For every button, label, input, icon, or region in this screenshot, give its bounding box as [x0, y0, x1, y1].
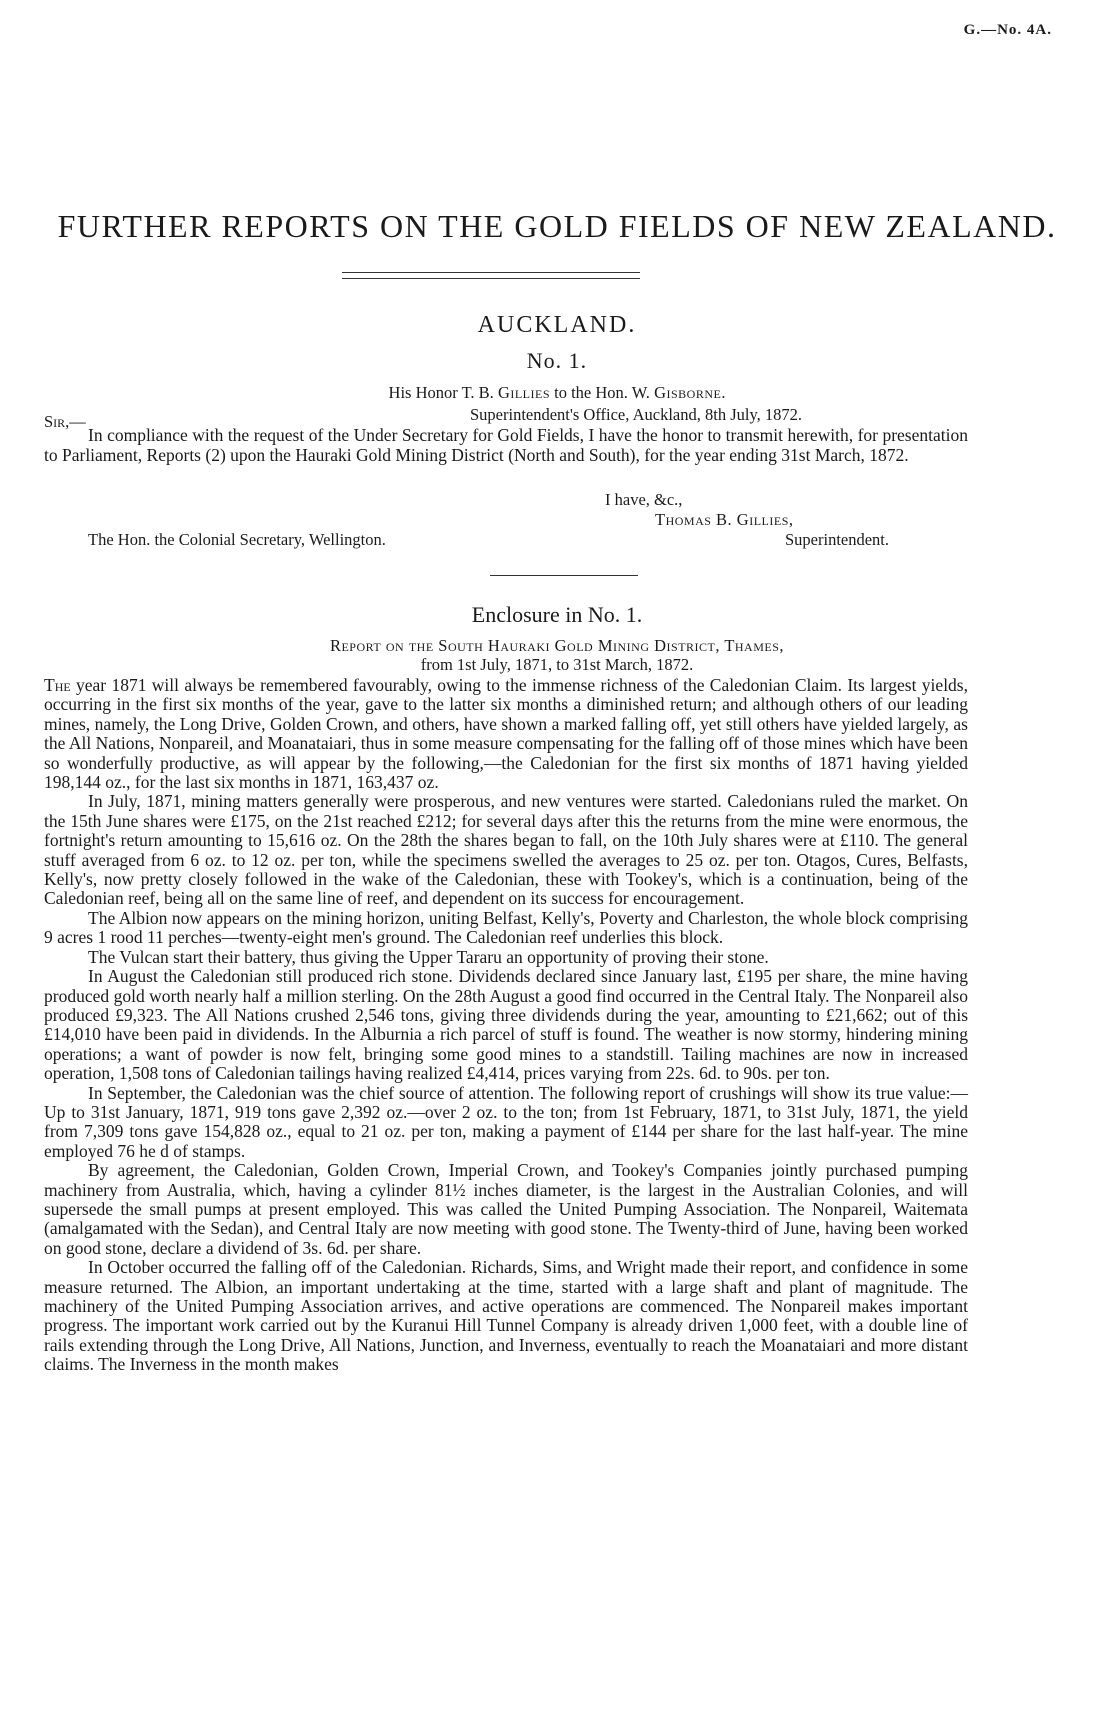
section-divider — [490, 575, 638, 576]
report-paragraph: In September, the Caledonian was the chief source of attention. The following report of crushings will show its true value:—Up to 31st January, 1871, 919 tons gave 2,392 oz.—over 2 oz. to the ton; from 1st February, 1871, to 31st July, 1871, the yield from 7,309 tons gave 154,828 oz., equal to 21 oz. per ton, making a payment of £144 per share for the last half-year. The mine employed 76 he d of stamps. — [44, 1082, 968, 1161]
letter-signature-title: Superintendent. — [785, 530, 890, 549]
document-reference: G.—No. 4A. — [963, 22, 1052, 38]
title-divider — [342, 272, 640, 279]
main-title: FURTHER REPORTS ON THE GOLD FIELDS OF NEW ZEALAND. — [57, 208, 1057, 244]
report-paragraph: In October occurred the falling off of the Caledonian. Richards, Sims, and Wright made their report, and confidence in some measure returned. The Albion, an important undertaking at the time, started with a large shaft and plant of magnitude. The machinery of the United Pumping Association arrives, and active operations are commenced. The Nonpareil makes important progress. The important work carried out by the Kuranui Hill Tunnel Company is already driven 1,000 feet, with a double line of rails extending through the Long Drive, All Nations, Junction, and Inverness, eventually to reach the Moanataiari and more distant claims. The Inverness in the month makes — [44, 1257, 968, 1375]
report-paragraph: In August the Caledonian still produced rich stone. Dividends declared since January last, £195 per share, the mine having produced gold worth nearly half a million sterling. On the 28th August a good find occurred in the Central Italy. The Nonpareil also produced £9,323. The All Nations crushed 2,546 tons, giving three dividends during the year, amounting to £21,662; out of this £14,010 have been paid in dividends. In the Alburnia a rich parcel of stuff is found. The weather is now stormy, hindering mining operations; a want of powder is now felt, bringing some good mines to a standstill. Tailing machines are now in increased operation, 1,508 tons of Caledonian tailings having realized £4,414, prices varying from 22s. 6d. to 90s. per ton. — [44, 966, 968, 1084]
report-title — [0, 636, 1114, 674]
report-paragraph-text: year 1871 will always be remembered favourably, owing to the immense richness of the Caledonian Claim. Its largest yields, occurring in the first six months of the year, gave to the latter six months a diminished return; and although others of our leading mines, namely, the Long Drive, Golden Crown, and others, have shown a marked falling off, yet still others have yielded largely, as the All Nations, Nonpareil, and Moanataiari, thus in some measure compensating for the falling off of those mines which have been so wonderfully productive, as will appear by the following,—the Caledonian for the first six months of 1871 having yielded 198,144 oz., for the last six months in 1871, 163,437 oz. — [44, 675, 968, 793]
letter-salutation: Sir,— — [44, 412, 86, 431]
letter-closing: I have, &c., — [605, 490, 683, 509]
from-prefix: His Honor T. B. — [388, 383, 498, 402]
lead-word: The — [44, 675, 71, 695]
report-paragraph: The Vulcan start their battery, thus giving the Upper Tararu an opportunity of proving their stone. — [88, 946, 769, 967]
report-title-line1: Report on the South Hauraki Gold Mining District, Thames, — [329, 636, 785, 655]
report-paragraph: By agreement, the Caledonian, Golden Crown, Imperial Crown, and Tookey's Companies jointly purchased pumping machinery from Australia, which, having a cylinder 81½ inches diameter, is the largest in the Australian Colonies, and will supersede the small pumps at present employed. This was called the United Pumping Association. The Nonpareil, Waitemata (amalgamated with the Sedan), and Central Italy are now meeting with good stone. The Twenty-third of June, having been worked on good stone, declare a dividend of 3s. 6d. per share. — [44, 1160, 968, 1258]
from-name: Gillies — [497, 383, 551, 402]
enclosure-title: Enclosure in No. 1. — [471, 602, 643, 627]
letter-dateline: Superintendent's Office, Auckland, 8th July, 1872. — [470, 405, 803, 424]
report-paragraph: In July, 1871, mining matters generally were prosperous, and new ventures were started. Caledonians ruled the market. On the 15th June shares were £175, on the 21st reached £212; for several days after this the returns from the mine were enormous, the fortnight's return amounting to 15,616 oz. On the 28th the shares began to fall, on the 10th July shares were at £110. The general stuff averaged from 6 oz. to 12 oz. per ton, while the specimens swelled the averages to 25 oz. per ton. Otagos, Cures, Belfasts, Kelly's, now pretty closely followed in the wake of the Caledonian, these with Tookey's, which is a continuation, being of the Caledonian reef, being all on the same line of reef, and dependent on its success for encouragement. — [44, 791, 968, 909]
to-end: . — [721, 383, 726, 402]
report-body — [44, 676, 968, 1375]
letter-body: In compliance with the request of the Under Secretary for Gold Fields, I have the honor to transmit herewith, for presentation to Parliament, Reports (2) upon the Hauraki Gold Mining District (North and South), for the year ending 31st March, 1872. — [44, 425, 968, 465]
report-title-line2: from 1st July, 1871, to 31st March, 1872. — [420, 655, 694, 674]
to-text: to the Hon. W. — [550, 383, 655, 402]
report-paragraph: The Albion now appears on the mining horizon, uniting Belfast, Kelly's, Poverty and Charleston, the whole block comprising 9 acres 1 rood 11 perches—twenty-eight men's ground. The Caledonian reef underlies this block. — [44, 907, 968, 948]
letter-signature: Thomas B. Gillies, — [655, 510, 794, 529]
letter-number: No. 1. — [526, 348, 588, 373]
letter-addressee: The Hon. the Colonial Secretary, Wellington. — [88, 530, 386, 549]
section-heading: AUCKLAND. — [477, 312, 637, 338]
letter-from-to — [0, 383, 1114, 403]
to-name: Gisborne — [654, 383, 722, 402]
report-paragraph — [44, 676, 968, 792]
